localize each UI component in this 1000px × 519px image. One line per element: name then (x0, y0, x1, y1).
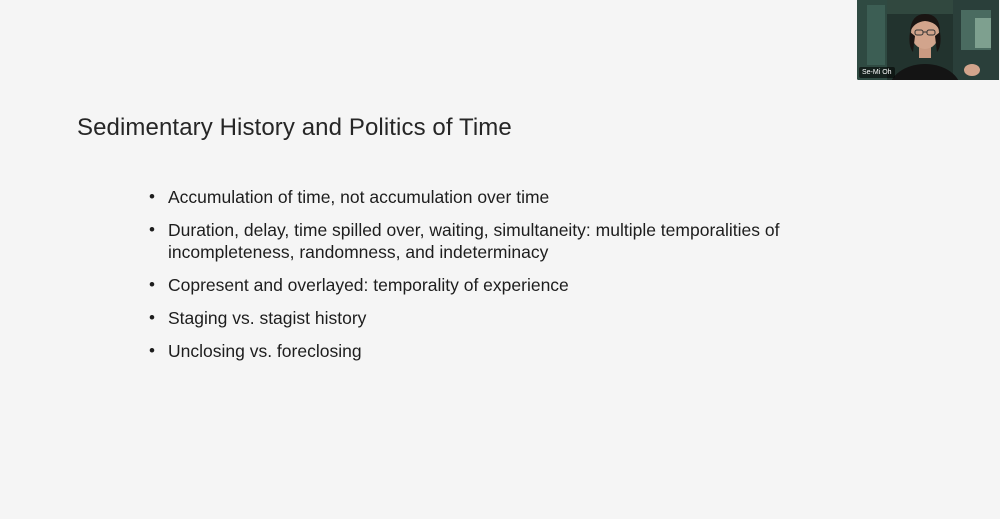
bullet-list (148, 186, 908, 373)
bullet-text: Copresent and overlayed: temporality of experience (168, 275, 569, 295)
slide-title: Sedimentary History and Politics of Time (77, 114, 512, 141)
bullet-text: Unclosing vs. foreclosing (168, 341, 362, 361)
bullet-item (148, 307, 908, 329)
bullet-text: Duration, delay, time spilled over, waiting, simultaneity: multiple temporalities of incompleteness, randomness, and indeterminacy (168, 220, 780, 262)
bullet-item (148, 274, 908, 296)
bullet-icon: • (149, 275, 155, 294)
bullet-icon: • (149, 341, 155, 360)
participant-video-tile[interactable] (857, 0, 999, 80)
bullet-item (148, 340, 908, 362)
bullet-text: Accumulation of time, not accumulation over time (168, 187, 550, 207)
participant-name-label: Se-Mi Oh (859, 67, 895, 78)
bullet-icon: • (149, 187, 155, 206)
bullet-text: Staging vs. stagist history (168, 308, 367, 328)
bullet-item (148, 186, 908, 208)
bullet-icon: • (149, 220, 155, 239)
bullet-icon: • (149, 308, 155, 327)
bullet-item (148, 219, 908, 263)
